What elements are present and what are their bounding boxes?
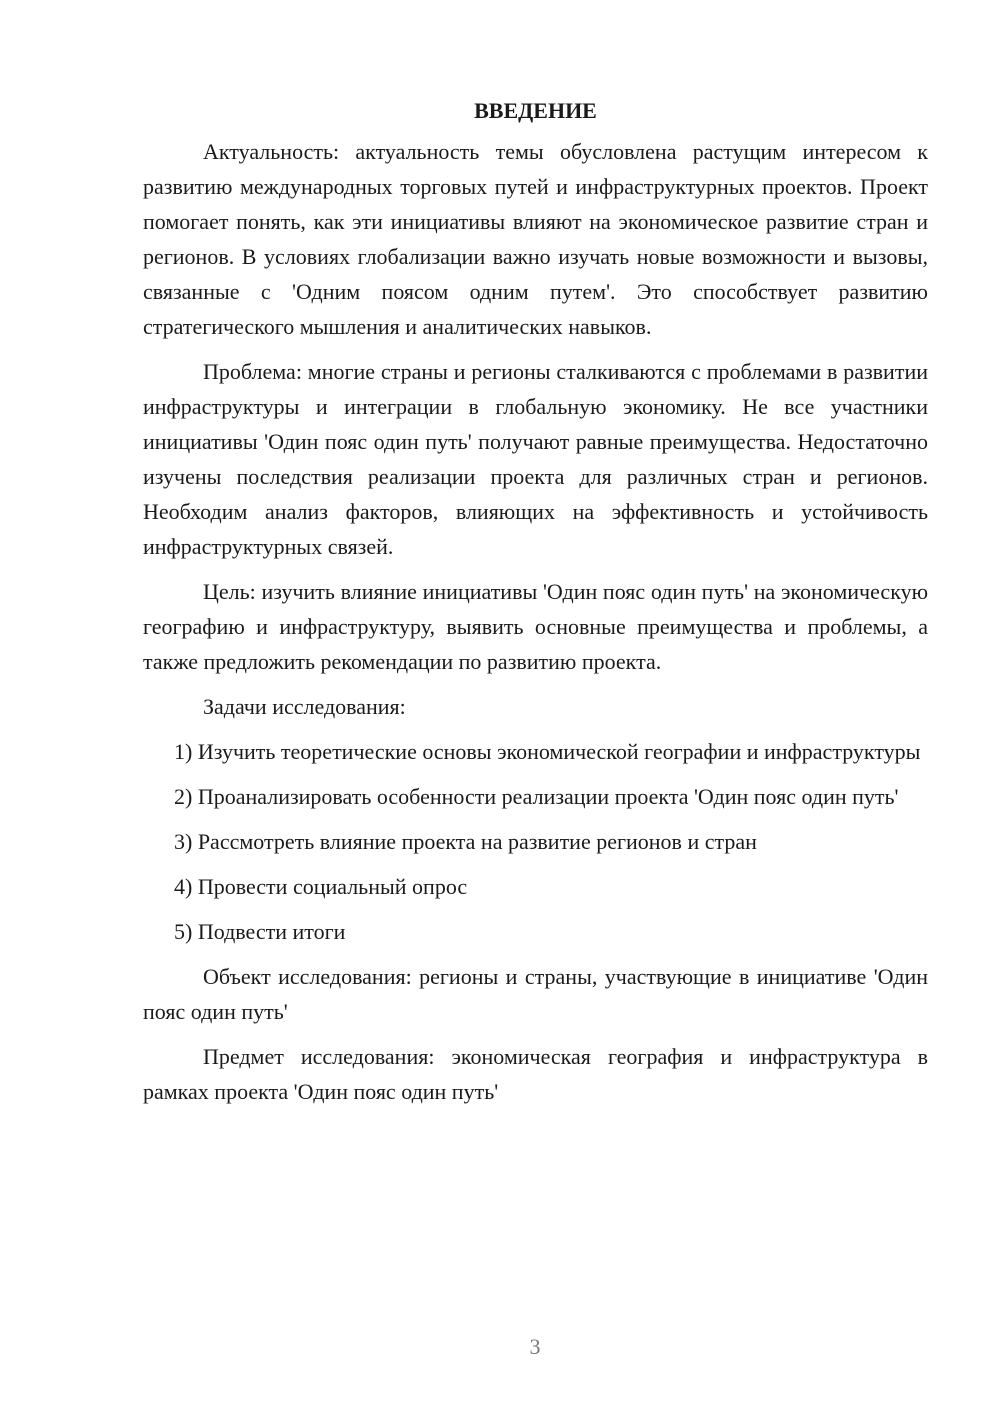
task-item-4: 4) Провести социальный опрос: [174, 874, 468, 899]
goal-paragraph: Цель: изучить влияние инициативы 'Один пояс один путь' на экономическую географию и инфраструктуру, выявить основные преимущества и проблемы, а также предложить рекомендации по развитию проекта.: [143, 579, 928, 674]
task-item-1: 1) Изучить теоретические основы экономической географии и инфраструктуры: [174, 739, 921, 764]
tasks-heading: Задачи исследования:: [203, 694, 406, 719]
task-item-5: 5) Подвести итоги: [174, 919, 346, 944]
page-content: [143, 96, 928, 1119]
relevance-paragraph: Актуальность: актуальность темы обусловлена растущим интересом к развитию международных торговых путей и инфраструктурных проектов. Проект помогает понять, как эти инициативы влияют на экономическое развитие стран и регионов. В условиях глобализации важно изучать новые возможности и вызовы, связанные с 'Одним поясом одним путем'. Это способствует развитию стратегического мышления и аналитических навыков.: [143, 139, 928, 339]
page-number: 3: [529, 1334, 541, 1359]
task-item-3: 3) Рассмотреть влияние проекта на развитие регионов и стран: [174, 829, 757, 854]
problem-paragraph: Проблема: многие страны и регионы сталкиваются с проблемами в развитии инфраструктуры и интеграции в глобальную экономику. Не все участники инициативы 'Один пояс один путь' получают равные преимущества. Недостаточно изучены последствия реализации проекта для различных стран и регионов. Необходим анализ факторов, влияющих на эффективность и устойчивость инфраструктурных связей.: [143, 359, 928, 559]
task-item-2: 2) Проанализировать особенности реализации проекта 'Один пояс один путь': [174, 784, 899, 809]
subject-paragraph: Предмет исследования: экономическая география и инфраструктура в рамках проекта 'Один пояс один путь': [143, 1044, 928, 1104]
page-title: ВВЕДЕНИЕ: [474, 98, 597, 123]
object-paragraph: Объект исследования: регионы и страны, участвующие в инициативе 'Один пояс один путь': [143, 964, 928, 1024]
